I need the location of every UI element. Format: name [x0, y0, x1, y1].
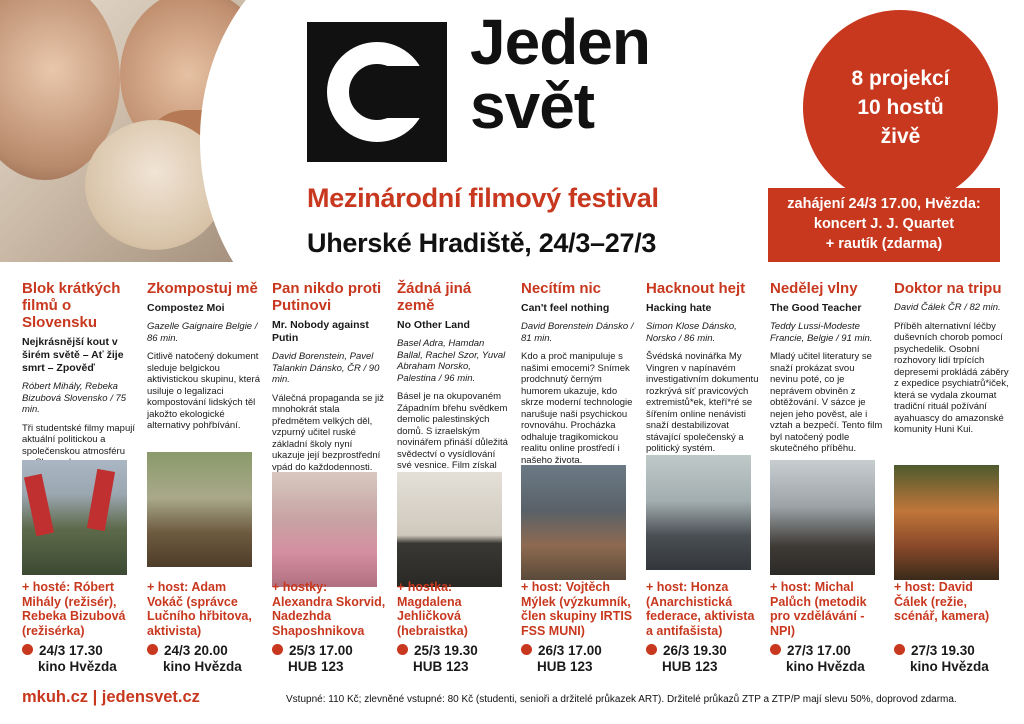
hero-photo: [0, 0, 280, 262]
film-guest: + host: Honza (Anarchistická federace, aktivista a antifašista): [646, 580, 755, 638]
film-still: [397, 472, 502, 587]
film-screening: [397, 643, 478, 675]
film-screening: [521, 643, 602, 675]
festival-logo-icon: [307, 22, 447, 162]
website-links: mkuh.cz | jedensvet.cz: [22, 688, 200, 706]
film-guest: + hostka: Magdalena Jehličková (hebraistka): [397, 580, 468, 638]
film-card: [646, 280, 761, 680]
film-venue: HUB 123: [662, 659, 718, 674]
opening-box: [768, 188, 1000, 262]
film-datetime: 25/3 17.00: [289, 643, 353, 658]
film-description: Příběh alternativní léčby duševních chorob pomocí psychedelik. Osobní rozhovory lidí trpících depresemi prokládá záběry z expedice psychiatrů*iček, která se vydala zkoumat tradiční rituál požívání ayahuascy do amazonské komunity Huni Kui.: [894, 320, 1009, 435]
film-card: [770, 280, 885, 680]
film-meta: David Čálek ČR / 82 min.: [894, 302, 1001, 313]
film-description: Mladý učitel literatury se snaží prokázat svou nevinu poté, co je neprávem obviněn z obtěžování. V sázce je nejen jeho pověst, ale i vztah a bezpečí. Tento film byl natočený podle skutečného příběhu.: [770, 351, 883, 454]
film-datetime: 26/3 17.00: [538, 643, 602, 658]
film-card: [894, 280, 1009, 680]
badge-line3: živě: [880, 125, 921, 148]
film-title: Nedělej vlny: [770, 280, 858, 297]
film-screening: [272, 643, 353, 675]
film-datetime: 26/3 19.30: [663, 643, 727, 658]
film-venue: kino Hvězda: [163, 659, 242, 674]
film-description: Básel je na okupovaném Západním břehu svědkem demolic palestinských domů. S izraelským novinářem přináší důležitá svědectví o vysídlování své vesnice. Film získal: [397, 391, 508, 471]
film-venue: kino Hvězda: [786, 659, 865, 674]
film-card: [147, 280, 262, 680]
opening-line2: koncert J. J. Quartet: [813, 216, 955, 232]
badge-line2: 10 hostů: [857, 96, 944, 119]
film-still: [770, 460, 875, 575]
film-original-title: No Other Land: [397, 319, 470, 331]
film-original-title: Hacking hate: [646, 302, 712, 314]
film-meta: David Borenstein, Pavel Talankin Dánsko, ČR / 90 min.: [272, 351, 380, 385]
place-dates: Uherské Hradiště, 24/3–27/3: [307, 228, 657, 258]
opening-line3: + rautík (zdarma): [825, 236, 943, 252]
film-guest: + hostky: Alexandra Skorvid, Nadezhda Shaposhnikova: [272, 580, 386, 638]
film-guest: + hosté: Róbert Mihály (režisér), Rebeka Bizubová (režisérka): [22, 580, 126, 638]
film-screening: [770, 643, 865, 675]
film-venue: HUB 123: [537, 659, 593, 674]
festival-logo-text: [470, 6, 650, 142]
film-title: Necítím nic: [521, 280, 602, 297]
film-description: Tři studentské filmy mapují aktuální politickou a společenskou atmosféru: [22, 422, 135, 457]
film-datetime: 27/3 19.30: [911, 643, 975, 658]
film-meta: Gazelle Gaignaire Belgie / 86 min.: [147, 321, 258, 344]
film-venue: HUB 123: [288, 659, 344, 674]
film-original-title: Compostez Moi: [147, 302, 225, 314]
film-screening: [147, 643, 242, 675]
red-dot-icon: [22, 644, 33, 655]
film-guest: + host: Michal Palůch (metodik pro vzdělávání - NPI): [770, 580, 867, 638]
red-dot-icon: [646, 644, 657, 655]
film-meta: Róbert Mihály, Rebeka Bizubová Slovensko / 75 min.: [22, 381, 127, 415]
film-venue: kino Hvězda: [38, 659, 117, 674]
red-dot-icon: [770, 644, 781, 655]
logo-line2: svět: [470, 70, 595, 142]
film-description: Válečná propaganda se již mnohokrát stala předmětem velkých děl, vzpurný učitel ruské základní školy nyní ukazuje její bezprostřední vpád do každodennosti.: [272, 392, 384, 473]
film-title: Žádná jiná země: [397, 280, 472, 314]
film-meta: Simon Klose Dánsko, Norsko / 86 min.: [646, 321, 737, 344]
film-still: [147, 452, 252, 567]
film-meta: Teddy Lussi-Modeste Francie, Belgie / 91 min.: [770, 321, 873, 344]
projections-badge: [803, 10, 998, 205]
film-title: Pan nikdo proti Putinovi: [272, 280, 382, 314]
opening-line1: zahájení 24/3 17.00, Hvězda:: [787, 196, 981, 212]
film-still: [646, 455, 751, 570]
festival-subtitle: Mezinárodní filmový festival: [307, 183, 659, 213]
red-dot-icon: [521, 644, 532, 655]
film-card: [272, 280, 387, 680]
film-datetime: 25/3 19.30: [414, 643, 478, 658]
badge-line1: 8 projekcí: [851, 67, 950, 90]
film-guest: + host: Adam Vokáč (správce Lučního hřbitova, aktivista): [147, 580, 252, 638]
film-guest: + host: Vojtěch Mýlek (výzkumník, člen skupiny IRTIS FSS MUNI): [521, 580, 633, 638]
film-screening: [894, 643, 989, 675]
film-original-title: The Good Teacher: [770, 302, 862, 314]
film-card: [521, 280, 636, 680]
film-meta: Basel Adra, Hamdan Ballal, Rachel Szor, Yuval Abraham Norsko, Palestina / 96 min.: [397, 338, 506, 384]
film-title: Blok krátkých filmů o Slovensku: [22, 280, 121, 331]
film-guest: + host: David Čálek (režie, scénář, kamera): [894, 580, 990, 623]
film-original-title: Mr. Nobody against Putin: [272, 319, 369, 344]
red-dot-icon: [272, 644, 283, 655]
red-dot-icon: [894, 644, 905, 655]
film-description: Švédská novinářka My Vingren v napínavém investigativním dokumentu rozkrývá síť pravicových extremistů*ek, kteří*ré se šířením online nenávisti snaží destabilizovat stávající společenský a politický systém.: [646, 351, 759, 454]
logo-line1: Jeden: [470, 6, 650, 78]
film-meta: David Borenstein Dánsko / 81 min.: [521, 321, 634, 344]
film-venue: kino Hvězda: [910, 659, 989, 674]
film-title: Zkompostuj mě: [147, 280, 258, 297]
film-original-title: Can't feel nothing: [521, 302, 610, 314]
red-dot-icon: [397, 644, 408, 655]
film-card: [22, 280, 137, 680]
film-description: Citlivě natočený dokument sleduje belgickou aktivistickou skupinu, která usiluje o legalizaci kompostování lidských těl jakožto ekologické alternativy pohřbívání.: [147, 351, 260, 431]
film-card: [397, 280, 512, 680]
film-venue: HUB 123: [413, 659, 469, 674]
film-original-title: Nejkrásnější kout v širém světě – Ať žije smrt – Zpověď: [22, 336, 124, 374]
film-datetime: 24/3 20.00: [164, 643, 228, 658]
ticket-prices: Vstupné: 110 Kč; zlevněné vstupné: 80 Kč (studenti, senioři a držitelé průkazek ART). Držitelé průkazů ZTP a ZTP/P mají slevu 50%, doprovod zdarma.: [286, 694, 957, 705]
film-datetime: 27/3 17.00: [787, 643, 851, 658]
film-still: [22, 460, 127, 575]
film-still: [894, 465, 999, 580]
film-description: Kdo a proč manipuluje s našimi emocemi? Snímek prodchnutý černým humorem ukazuje, kdo skrze moderní technologie narušuje naši psychickou rovnováhu. Procházka odhaluje tragikomickou realitu online prostředí i našeho života.: [521, 351, 633, 466]
film-still: [272, 472, 377, 587]
film-title: Doktor na tripu: [894, 280, 1002, 297]
film-still: [521, 465, 626, 580]
film-screening: [22, 643, 117, 675]
film-screening: [646, 643, 727, 675]
red-dot-icon: [147, 644, 158, 655]
film-title: Hacknout hejt: [646, 280, 746, 297]
film-datetime: 24/3 17.30: [39, 643, 103, 658]
